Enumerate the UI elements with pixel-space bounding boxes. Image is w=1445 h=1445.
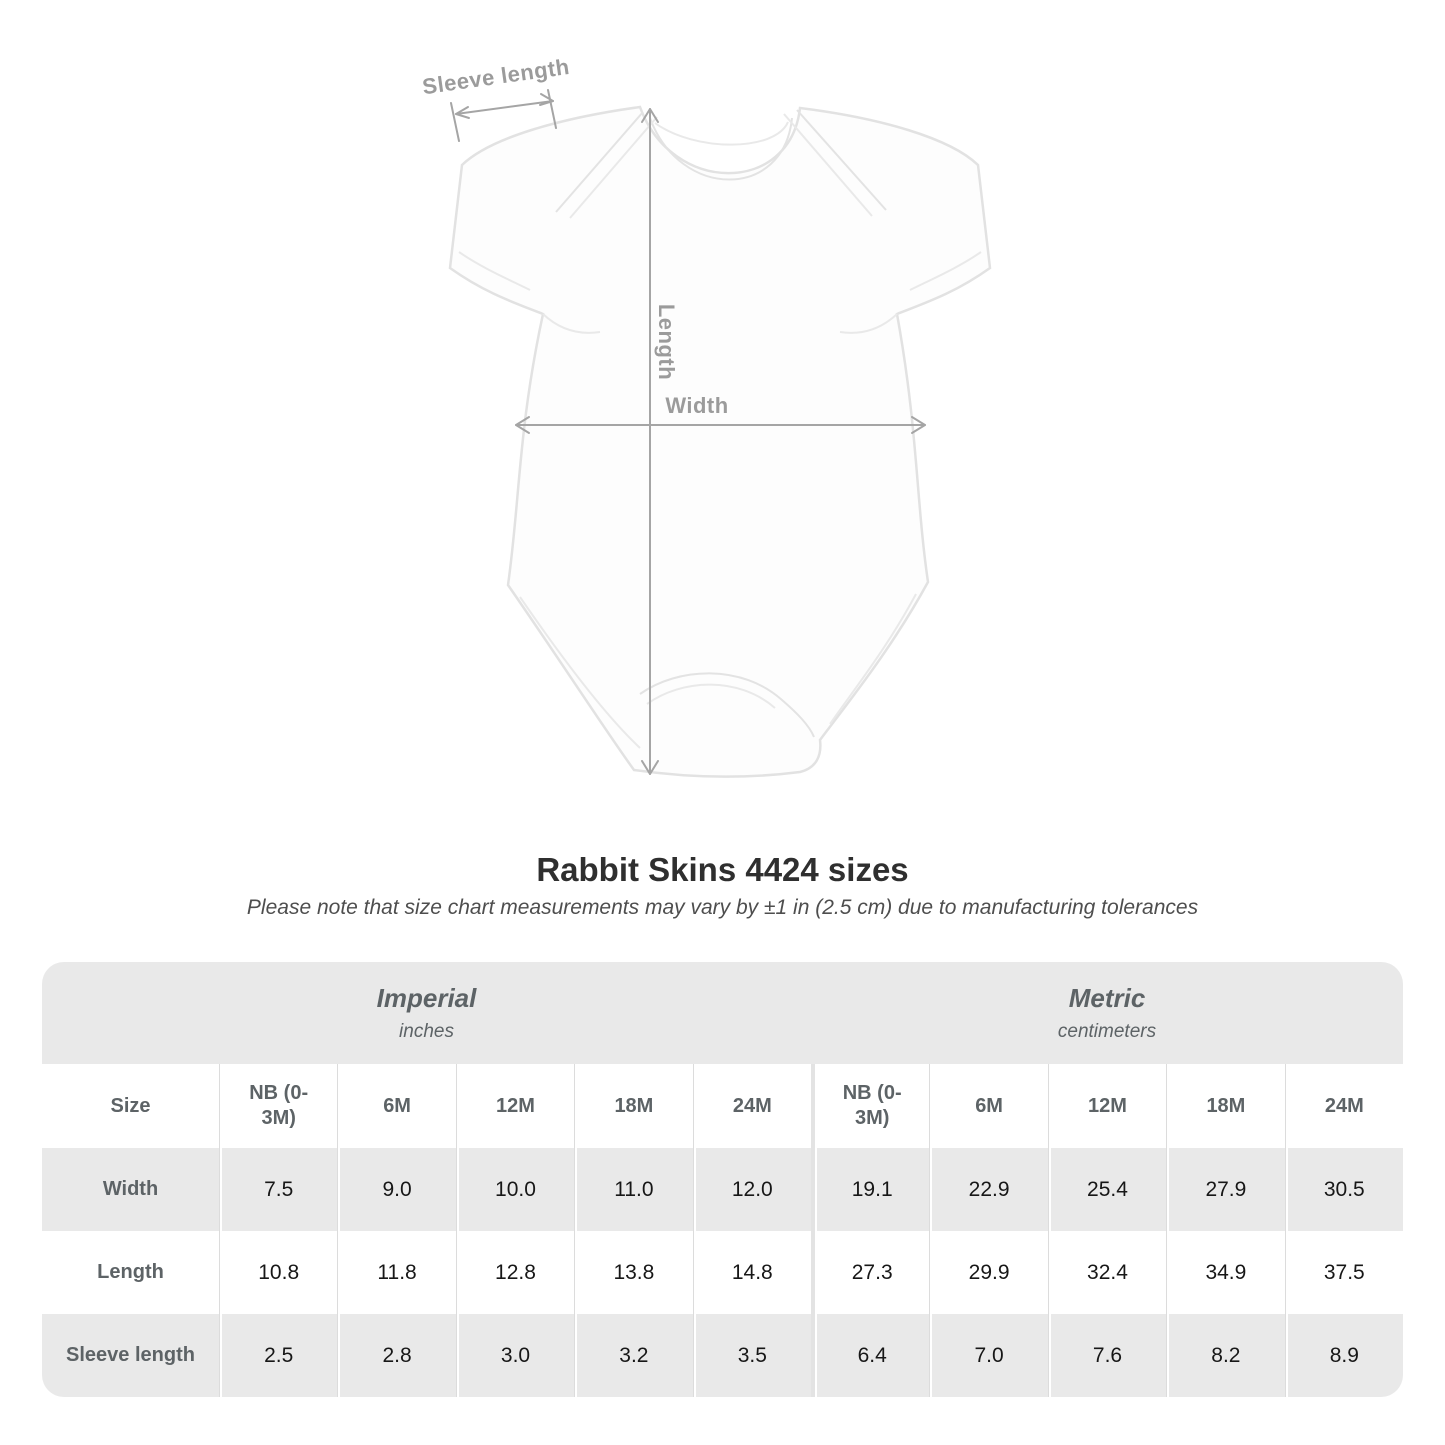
col-header-metric-nb: NB (0-3M) <box>811 1064 929 1148</box>
col-header-imperial-6m: 6M <box>337 1064 455 1148</box>
length-label: Length <box>654 303 679 381</box>
table-cell: 2.5 <box>219 1314 337 1397</box>
page-title: Rabbit Skins 4424 sizes <box>536 851 909 888</box>
table-cell: 6.4 <box>811 1314 929 1397</box>
table-cell: 27.3 <box>811 1231 929 1314</box>
row-label-sleeve-length: Sleeve length <box>42 1314 219 1397</box>
table-cell: 7.5 <box>219 1148 337 1231</box>
table-cell: 32.4 <box>1048 1231 1166 1314</box>
table-cell: 13.8 <box>574 1231 692 1314</box>
table-cell: 3.2 <box>574 1314 692 1397</box>
table-cell: 2.8 <box>337 1314 455 1397</box>
col-header-imperial-18m: 18M <box>574 1064 692 1148</box>
col-header-imperial-12m: 12M <box>456 1064 574 1148</box>
col-header-metric-24m: 24M <box>1285 1064 1403 1148</box>
table-cell: 30.5 <box>1285 1148 1403 1231</box>
table-cell: 19.1 <box>811 1148 929 1231</box>
corner-size-label: Size <box>42 1064 219 1148</box>
table-cell: 22.9 <box>929 1148 1047 1231</box>
back-neck-seam <box>655 122 788 145</box>
table-cell: 11.8 <box>337 1231 455 1314</box>
table-cell: 37.5 <box>1285 1231 1403 1314</box>
table-cell: 29.9 <box>929 1231 1047 1314</box>
col-header-imperial-nb: NB (0-3M) <box>219 1064 337 1148</box>
imperial-group-header <box>42 962 811 1064</box>
table-cell: 12.8 <box>456 1231 574 1314</box>
table-cell: 27.9 <box>1166 1148 1284 1231</box>
table-cell: 34.9 <box>1166 1231 1284 1314</box>
table-cell: 7.6 <box>1048 1314 1166 1397</box>
col-header-imperial-24m: 24M <box>693 1064 811 1148</box>
table-cell: 8.9 <box>1285 1314 1403 1397</box>
table-cell: 10.0 <box>456 1148 574 1231</box>
tolerance-note: Please note that size chart measurements may vary by ±1 in (2.5 cm) due to manufacturing tolerances <box>246 896 1199 919</box>
table-cell: 8.2 <box>1166 1314 1284 1397</box>
table-cell: 7.0 <box>929 1314 1047 1397</box>
table-cell: 9.0 <box>337 1148 455 1231</box>
width-label: Width <box>665 393 729 418</box>
col-header-metric-6m: 6M <box>929 1064 1047 1148</box>
imperial-title: Imperial <box>376 983 477 1013</box>
table-cell: 10.8 <box>219 1231 337 1314</box>
table-cell: 11.0 <box>574 1148 692 1231</box>
col-header-metric-18m: 18M <box>1166 1064 1284 1148</box>
row-label-width: Width <box>42 1148 219 1231</box>
sleeve-length-label: Sleeve length <box>420 53 572 100</box>
metric-unit: centimeters <box>1057 1021 1157 1042</box>
table-cell: 25.4 <box>1048 1148 1166 1231</box>
table-cell: 3.0 <box>456 1314 574 1397</box>
imperial-unit: inches <box>399 1021 454 1042</box>
metric-title: Metric <box>1068 983 1146 1013</box>
metric-group-header <box>811 962 1403 1064</box>
table-cell: 12.0 <box>693 1148 811 1231</box>
size-table <box>42 962 1403 1397</box>
table-cell: 3.5 <box>693 1314 811 1397</box>
row-label-length: Length <box>42 1231 219 1314</box>
col-header-metric-12m: 12M <box>1048 1064 1166 1148</box>
table-cell: 14.8 <box>693 1231 811 1314</box>
bodysuit-illustration <box>450 107 990 777</box>
